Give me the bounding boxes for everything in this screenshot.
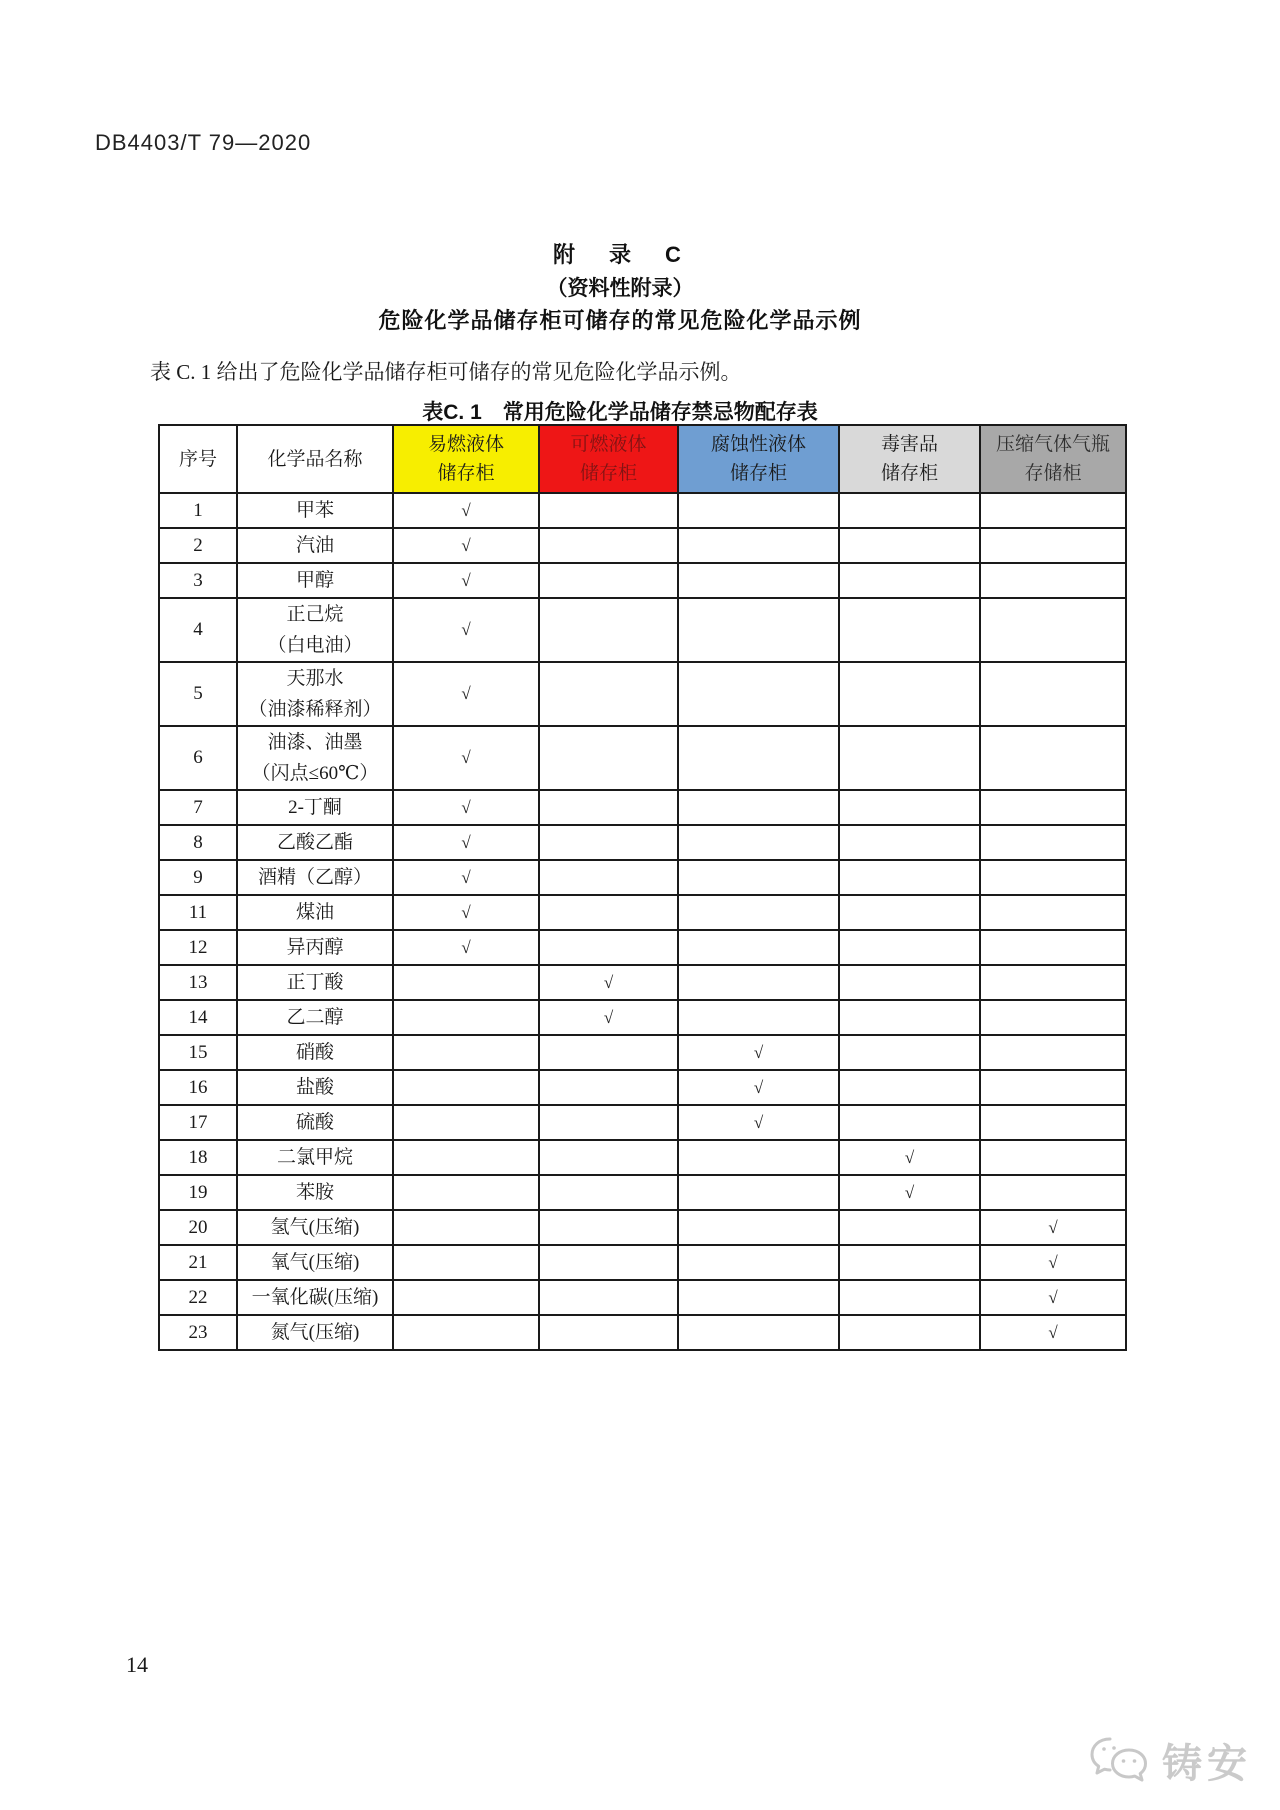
empty-cell bbox=[839, 930, 980, 965]
chemical-name-line: 盐酸 bbox=[295, 1077, 334, 1098]
check-mark-cell: √ bbox=[839, 1140, 980, 1175]
table-row bbox=[159, 1140, 1126, 1175]
row-number-cell: 8 bbox=[159, 825, 237, 860]
empty-cell bbox=[539, 1105, 678, 1140]
empty-cell bbox=[839, 563, 980, 598]
column-header-line: 存储柜 bbox=[1024, 463, 1082, 484]
empty-cell bbox=[839, 662, 980, 726]
empty-cell bbox=[393, 1175, 539, 1210]
check-mark-cell: √ bbox=[393, 726, 539, 790]
empty-cell bbox=[980, 1105, 1126, 1140]
chemical-name-cell bbox=[237, 1210, 393, 1245]
check-mark-cell: √ bbox=[980, 1245, 1126, 1280]
column-header-line: 毒害品 bbox=[880, 434, 938, 455]
empty-cell bbox=[678, 493, 839, 528]
appendix-subtitle: （资料性附录） bbox=[546, 277, 694, 300]
check-mark-cell: √ bbox=[393, 598, 539, 662]
empty-cell bbox=[678, 1315, 839, 1350]
chemical-name-line: 硫酸 bbox=[295, 1112, 334, 1133]
row-number-cell: 20 bbox=[159, 1210, 237, 1245]
check-mark-cell: √ bbox=[839, 1175, 980, 1210]
empty-cell bbox=[678, 965, 839, 1000]
empty-cell bbox=[980, 726, 1126, 790]
empty-cell bbox=[839, 1035, 980, 1070]
empty-cell bbox=[678, 930, 839, 965]
column-header-line: 可燃液体 bbox=[570, 434, 647, 455]
empty-cell bbox=[980, 563, 1126, 598]
empty-cell bbox=[980, 662, 1126, 726]
check-mark-cell: √ bbox=[678, 1035, 839, 1070]
row-number-cell: 19 bbox=[159, 1175, 237, 1210]
chemical-name-cell bbox=[237, 563, 393, 598]
empty-cell bbox=[678, 726, 839, 790]
row-number-cell: 11 bbox=[159, 895, 237, 930]
chemical-name-line: 甲醇 bbox=[295, 570, 334, 591]
empty-cell bbox=[980, 1000, 1126, 1035]
chemical-name-line: 一氧化碳(压缩) bbox=[251, 1287, 379, 1308]
row-number-cell: 6 bbox=[159, 726, 237, 790]
empty-cell bbox=[393, 1105, 539, 1140]
empty-cell bbox=[539, 1175, 678, 1210]
empty-cell bbox=[678, 1175, 839, 1210]
chemical-name-line: 氧气(压缩) bbox=[270, 1252, 360, 1273]
empty-cell bbox=[980, 1175, 1126, 1210]
row-number-cell: 3 bbox=[159, 563, 237, 598]
empty-cell bbox=[839, 1245, 980, 1280]
check-mark-cell: √ bbox=[678, 1070, 839, 1105]
empty-cell bbox=[539, 598, 678, 662]
empty-cell bbox=[539, 528, 678, 563]
table-row bbox=[159, 563, 1126, 598]
table-row bbox=[159, 662, 1126, 726]
empty-cell bbox=[678, 790, 839, 825]
chemical-name-cell bbox=[237, 1280, 393, 1315]
row-number-cell: 15 bbox=[159, 1035, 237, 1070]
column-header-combustible bbox=[539, 425, 678, 493]
column-header-flammable bbox=[393, 425, 539, 493]
row-number-cell: 1 bbox=[159, 493, 237, 528]
table-row bbox=[159, 965, 1126, 1000]
column-header-line: 序号 bbox=[178, 448, 217, 470]
check-mark-cell: √ bbox=[393, 563, 539, 598]
brand-name: 铸安 bbox=[1162, 1742, 1252, 1786]
table-row bbox=[159, 1105, 1126, 1140]
chemical-name-line: 正丁酸 bbox=[286, 972, 344, 993]
table-row bbox=[159, 1175, 1126, 1210]
storage-compatibility-table bbox=[158, 424, 1127, 1351]
column-header-line: 储存柜 bbox=[729, 463, 787, 484]
empty-cell bbox=[678, 662, 839, 726]
table-row bbox=[159, 1245, 1126, 1280]
empty-cell bbox=[839, 598, 980, 662]
chemical-name-cell bbox=[237, 1245, 393, 1280]
table-row bbox=[159, 528, 1126, 563]
empty-cell bbox=[678, 1280, 839, 1315]
chemical-name-line: （油漆稀释剂） bbox=[248, 699, 382, 720]
table-row bbox=[159, 790, 1126, 825]
column-header-line: 化学品名称 bbox=[267, 448, 363, 470]
table-row bbox=[159, 895, 1126, 930]
empty-cell bbox=[839, 1210, 980, 1245]
chemical-name-cell bbox=[237, 825, 393, 860]
empty-cell bbox=[393, 1210, 539, 1245]
table-row bbox=[159, 1315, 1126, 1350]
header-row bbox=[159, 425, 1126, 493]
row-number-cell: 21 bbox=[159, 1245, 237, 1280]
doc-code: DB4403/T 79—2020 bbox=[95, 130, 312, 155]
table-row bbox=[159, 1000, 1126, 1035]
chemical-name-cell bbox=[237, 895, 393, 930]
table-row bbox=[159, 930, 1126, 965]
table-row bbox=[159, 860, 1126, 895]
empty-cell bbox=[393, 1070, 539, 1105]
table-row bbox=[159, 1035, 1126, 1070]
empty-cell bbox=[980, 965, 1126, 1000]
chemical-name-line: 硝酸 bbox=[295, 1042, 334, 1063]
page-number: 14 bbox=[126, 1652, 148, 1677]
appendix-title: 附 录 C bbox=[553, 242, 687, 267]
empty-cell bbox=[678, 1245, 839, 1280]
empty-cell bbox=[839, 1105, 980, 1140]
chemical-name-cell bbox=[237, 1035, 393, 1070]
chemical-name-line: （白电油） bbox=[267, 635, 363, 656]
empty-cell bbox=[393, 1245, 539, 1280]
chemical-name-cell bbox=[237, 726, 393, 790]
empty-cell bbox=[678, 1210, 839, 1245]
row-number-cell: 5 bbox=[159, 662, 237, 726]
column-header-toxic bbox=[839, 425, 980, 493]
check-mark-cell: √ bbox=[393, 930, 539, 965]
empty-cell bbox=[839, 1315, 980, 1350]
check-mark-cell: √ bbox=[393, 528, 539, 563]
intro-text: 表 C. 1 给出了危险化学品储存柜可储存的常见危险化学品示例。 bbox=[150, 360, 742, 384]
chemical-name-cell bbox=[237, 1140, 393, 1175]
table-row bbox=[159, 1210, 1126, 1245]
chat-bubbles-icon bbox=[1088, 1735, 1152, 1787]
empty-cell bbox=[539, 825, 678, 860]
row-number-cell: 17 bbox=[159, 1105, 237, 1140]
table-row bbox=[159, 825, 1126, 860]
column-header-chemical-name bbox=[237, 425, 393, 493]
chemical-name-line: 汽油 bbox=[295, 535, 334, 556]
empty-cell bbox=[539, 1140, 678, 1175]
column-header-line: 储存柜 bbox=[880, 463, 938, 484]
chemical-name-line: 正己烷 bbox=[286, 604, 344, 625]
column-header-line: 压缩气体气瓶 bbox=[995, 434, 1110, 455]
table-caption: 表C. 1 常用危险化学品储存禁忌物配存表 bbox=[422, 401, 818, 424]
chemical-name-line: 2-丁酮 bbox=[288, 797, 342, 818]
empty-cell bbox=[539, 790, 678, 825]
empty-cell bbox=[393, 1035, 539, 1070]
table-header bbox=[159, 425, 1126, 493]
empty-cell bbox=[393, 1140, 539, 1175]
empty-cell bbox=[980, 860, 1126, 895]
check-mark-cell: √ bbox=[393, 860, 539, 895]
empty-cell bbox=[393, 1315, 539, 1350]
check-mark-cell: √ bbox=[393, 895, 539, 930]
empty-cell bbox=[678, 895, 839, 930]
empty-cell bbox=[980, 895, 1126, 930]
empty-cell bbox=[839, 895, 980, 930]
table-row bbox=[159, 1280, 1126, 1315]
empty-cell bbox=[393, 1000, 539, 1035]
row-number-cell: 22 bbox=[159, 1280, 237, 1315]
chemical-name-cell bbox=[237, 1105, 393, 1140]
empty-cell bbox=[678, 1140, 839, 1175]
chemical-name-line: 酒精（乙醇） bbox=[257, 867, 372, 888]
chemical-name-cell bbox=[237, 1315, 393, 1350]
chemical-name-cell bbox=[237, 860, 393, 895]
empty-cell bbox=[678, 860, 839, 895]
table-row bbox=[159, 1070, 1126, 1105]
check-mark-cell: √ bbox=[393, 790, 539, 825]
empty-cell bbox=[839, 1070, 980, 1105]
chemical-name-cell bbox=[237, 1070, 393, 1105]
empty-cell bbox=[839, 825, 980, 860]
empty-cell bbox=[678, 598, 839, 662]
chemical-name-cell bbox=[237, 790, 393, 825]
chemical-name-line: 氮气(压缩) bbox=[270, 1322, 360, 1343]
empty-cell bbox=[393, 965, 539, 1000]
empty-cell bbox=[678, 528, 839, 563]
column-header-no bbox=[159, 425, 237, 493]
empty-cell bbox=[539, 1245, 678, 1280]
check-mark-cell: √ bbox=[980, 1210, 1126, 1245]
chemical-name-cell bbox=[237, 930, 393, 965]
empty-cell bbox=[539, 930, 678, 965]
row-number-cell: 18 bbox=[159, 1140, 237, 1175]
empty-cell bbox=[980, 790, 1126, 825]
chemical-name-line: 天那水 bbox=[286, 668, 344, 689]
appendix-heading: 危险化学品储存柜可储存的常见危险化学品示例 bbox=[378, 308, 862, 333]
empty-cell bbox=[539, 1070, 678, 1105]
empty-cell bbox=[839, 1280, 980, 1315]
empty-cell bbox=[539, 1035, 678, 1070]
check-mark-cell: √ bbox=[980, 1315, 1126, 1350]
check-mark-cell: √ bbox=[980, 1280, 1126, 1315]
row-number-cell: 23 bbox=[159, 1315, 237, 1350]
table-row bbox=[159, 493, 1126, 528]
check-mark-cell: √ bbox=[539, 965, 678, 1000]
empty-cell bbox=[393, 1280, 539, 1315]
table-body bbox=[159, 493, 1126, 1350]
column-header-line: 腐蚀性液体 bbox=[710, 434, 806, 455]
chemical-name-line: 油漆、油墨 bbox=[267, 732, 363, 753]
column-header-corrosive bbox=[678, 425, 839, 493]
chemical-name-line: 乙二醇 bbox=[286, 1007, 344, 1028]
chemical-name-line: （闪点≤60℃） bbox=[251, 763, 379, 784]
chemical-name-cell bbox=[237, 493, 393, 528]
chemical-name-line: 乙酸乙酯 bbox=[276, 832, 353, 853]
check-mark-cell: √ bbox=[393, 825, 539, 860]
empty-cell bbox=[539, 563, 678, 598]
row-number-cell: 12 bbox=[159, 930, 237, 965]
empty-cell bbox=[839, 493, 980, 528]
empty-cell bbox=[980, 1035, 1126, 1070]
column-header-line: 储存柜 bbox=[437, 463, 495, 484]
column-header-line: 储存柜 bbox=[579, 463, 637, 484]
empty-cell bbox=[839, 726, 980, 790]
empty-cell bbox=[539, 895, 678, 930]
column-header-compressed-gas bbox=[980, 425, 1126, 493]
empty-cell bbox=[839, 860, 980, 895]
chemical-name-cell bbox=[237, 1175, 393, 1210]
chemical-name-cell bbox=[237, 1000, 393, 1035]
empty-cell bbox=[980, 825, 1126, 860]
row-number-cell: 7 bbox=[159, 790, 237, 825]
empty-cell bbox=[980, 1070, 1126, 1105]
row-number-cell: 16 bbox=[159, 1070, 237, 1105]
check-mark-cell: √ bbox=[393, 493, 539, 528]
table-row bbox=[159, 726, 1126, 790]
row-number-cell: 2 bbox=[159, 528, 237, 563]
check-mark-cell: √ bbox=[678, 1105, 839, 1140]
empty-cell bbox=[539, 662, 678, 726]
empty-cell bbox=[839, 965, 980, 1000]
check-mark-cell: √ bbox=[393, 662, 539, 726]
empty-cell bbox=[678, 563, 839, 598]
check-mark-cell: √ bbox=[539, 1000, 678, 1035]
empty-cell bbox=[539, 860, 678, 895]
empty-cell bbox=[839, 528, 980, 563]
row-number-cell: 9 bbox=[159, 860, 237, 895]
chemical-name-cell bbox=[237, 662, 393, 726]
empty-cell bbox=[539, 1315, 678, 1350]
empty-cell bbox=[980, 598, 1126, 662]
chemical-name-line: 苯胺 bbox=[295, 1182, 334, 1203]
row-number-cell: 4 bbox=[159, 598, 237, 662]
row-number-cell: 13 bbox=[159, 965, 237, 1000]
chemical-name-line: 甲苯 bbox=[295, 500, 334, 521]
chemical-name-line: 二氯甲烷 bbox=[276, 1147, 353, 1168]
chemical-name-cell bbox=[237, 965, 393, 1000]
empty-cell bbox=[980, 930, 1126, 965]
empty-cell bbox=[980, 493, 1126, 528]
table-row bbox=[159, 598, 1126, 662]
chemical-name-line: 异丙醇 bbox=[286, 937, 344, 958]
empty-cell bbox=[839, 790, 980, 825]
chemical-name-cell bbox=[237, 528, 393, 563]
chemical-name-line: 氢气(压缩) bbox=[270, 1217, 360, 1238]
empty-cell bbox=[980, 528, 1126, 563]
empty-cell bbox=[539, 1280, 678, 1315]
empty-cell bbox=[539, 1210, 678, 1245]
chemical-name-line: 煤油 bbox=[295, 902, 334, 923]
empty-cell bbox=[980, 1140, 1126, 1175]
empty-cell bbox=[839, 1000, 980, 1035]
empty-cell bbox=[678, 825, 839, 860]
empty-cell bbox=[539, 493, 678, 528]
row-number-cell: 14 bbox=[159, 1000, 237, 1035]
empty-cell bbox=[678, 1000, 839, 1035]
brand-watermark bbox=[1088, 1732, 1252, 1789]
empty-cell bbox=[539, 726, 678, 790]
chemical-name-cell bbox=[237, 598, 393, 662]
column-header-line: 易燃液体 bbox=[427, 434, 504, 455]
